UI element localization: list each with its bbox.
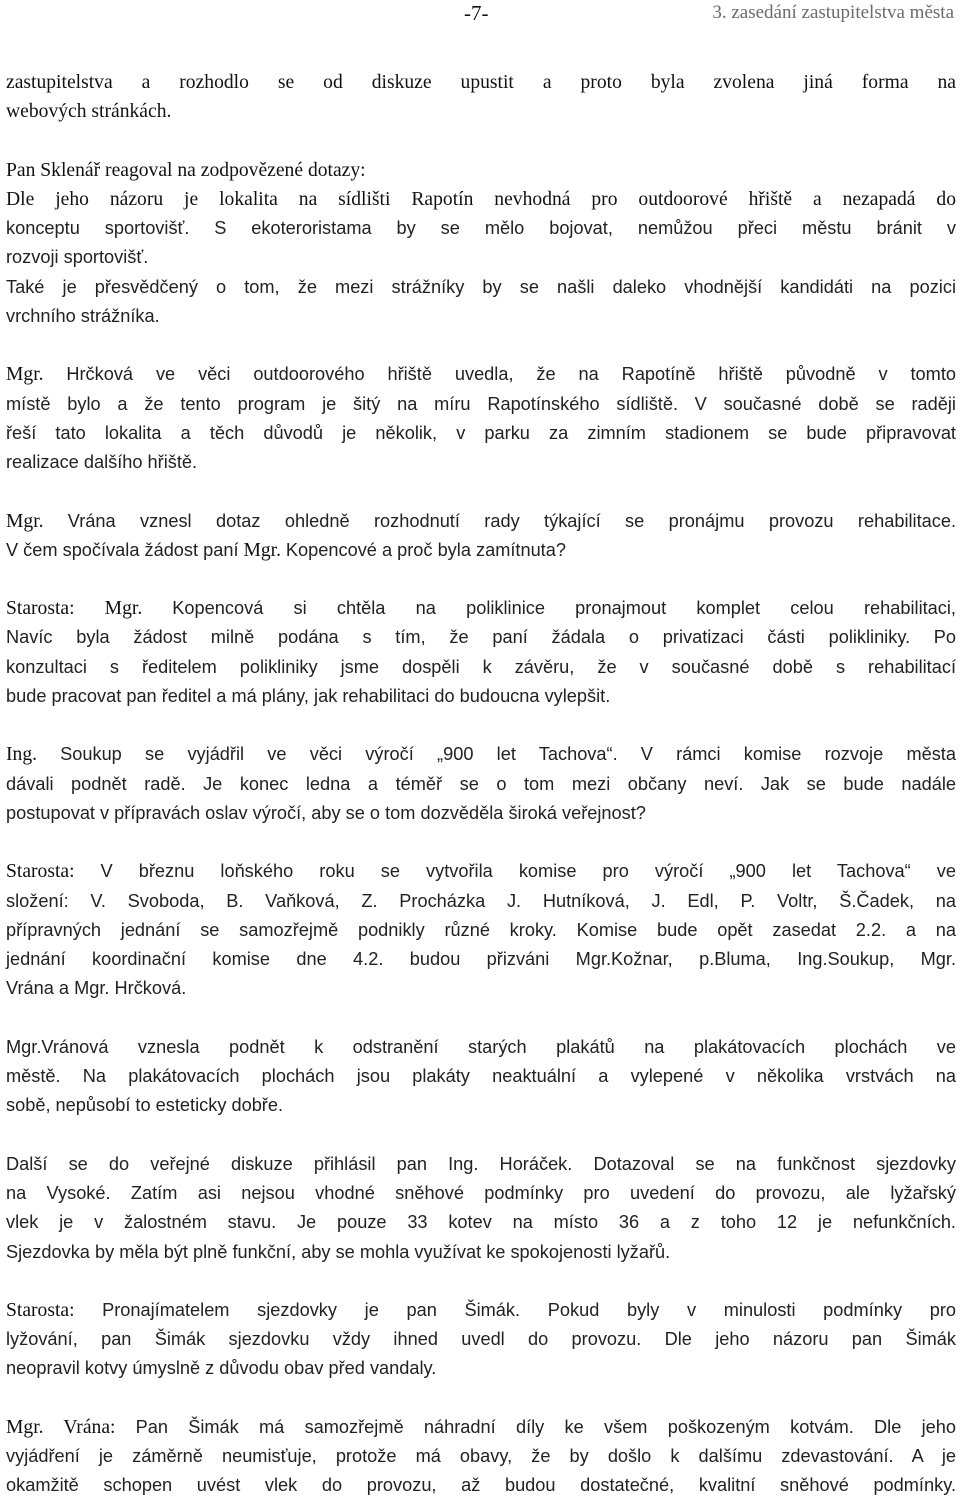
document-body [6, 68, 956, 1501]
paragraph-5 [6, 594, 956, 711]
text-line: neopravil kotvy úmyslně z důvodu obav před vandaly. [6, 1358, 437, 1379]
text-line: vlek je v žalostném stavu. Je pouze 33 kotev na místo 36 a z toho 12 je nefunkčních. [6, 1212, 956, 1233]
text-line [6, 857, 956, 886]
paragraph-6 [6, 740, 956, 828]
text-line [6, 623, 956, 652]
text-run: Hrčková ve věci outdoorového hřiště uvedla, že na Rapotíně hřiště původně v tomto [66, 364, 956, 385]
text-run: Mgr. [243, 539, 281, 561]
text-line: Sjezdovka by měla být plně funkční, aby se mohla využívat ke spokojenosti lyžařů. [6, 1241, 671, 1262]
text-line: přípravných jednání se samozřejmě podnikly různé kroky. Komise bude opět zasedat 2.2. a na [6, 919, 956, 940]
text-run: V čem spočívala žádost paní [6, 539, 239, 560]
text-line [6, 390, 956, 419]
text-run: Mgr. Vrána: [6, 1416, 116, 1438]
text-run: Po [933, 627, 956, 648]
text-line [6, 770, 956, 799]
text-line: jednání koordinační komise dne 4.2. budou přizváni Mgr.Kožnar, p.Bluma, Ing.Soukup, Mgr. [6, 949, 956, 970]
text-line: Vrána a Mgr. Hrčková. [6, 978, 187, 999]
text-line: sobě, nepůsobí to esteticky dobře. [6, 1095, 284, 1116]
text-line: Další se do veřejné diskuze přihlásil pan Ing. Horáček. Dotazoval se na funkčnost sjezdovky [6, 1153, 956, 1174]
text-line: lyžování, pan Šimák sjezdovku vždy ihned uvedl do provozu. Dle jeho názoru pan Šimák [6, 1329, 956, 1350]
text-line: zastupitelstva a rozhodlo se od diskuze upustit a proto byla zvolena jiná forma na [6, 72, 956, 93]
text-run: V současné době se raději [694, 393, 956, 414]
text-line: okamžitě schopen uvést vlek do provozu, až budou dostatečné, kvalitní sněhové podmínky. [6, 1475, 956, 1496]
text-run: Mgr. [6, 364, 44, 386]
text-line [6, 1296, 956, 1325]
header-title: 3. zasedání zastupitelstva města [712, 2, 954, 23]
text-run: Navíc byla žádost milně podána s tím, že paní žádala o privatizaci části polikliniky. [6, 627, 911, 648]
text-line: na Vysoké. Zatím asi nejsou vhodné sněhové podmínky pro uvedení do provozu, ale lyžařský [6, 1182, 956, 1203]
text-run: Vrána vznesl dotaz ohledně rozhodnutí rady týkající se pronájmu provozu rehabilitace. [67, 510, 956, 531]
text-run: Ing. [6, 744, 38, 766]
text-line [6, 594, 956, 623]
text-run: Soukup se vyjádřil ve věci výročí „900 let Tachova“. [60, 744, 618, 765]
text-run: místě bylo a že tento program je šitý na míru Rapotínského sídliště. [6, 393, 679, 414]
text-run: Mgr. [6, 510, 44, 532]
text-line: realizace dalšího hřiště. [6, 452, 198, 473]
text-run: Jak se bude nadále [760, 773, 957, 794]
text-line [6, 214, 956, 243]
text-run: konceptu sportovišť. [6, 218, 190, 239]
text-line: rozvoji sportovišť. [6, 247, 149, 268]
text-line: vrchního strážníka. [6, 306, 160, 327]
text-line [6, 1413, 956, 1442]
text-line: Mgr.Vránová vznesla podnět k odstranění starých plakátů na plakátovacích plochách ve [6, 1036, 956, 1057]
text-run: Starosta: [6, 598, 75, 620]
paragraph-9 [6, 1150, 956, 1267]
text-run: V březnu loňského roku se vytvořila komise pro výročí „900 let Tachova“ ve [100, 861, 956, 882]
paragraph-8 [6, 1033, 956, 1121]
text-run: Mgr. [104, 598, 143, 620]
text-line [6, 536, 956, 565]
text-line: složení: V. Svoboda, B. Vaňková, Z. Procházka J. Hutníková, J. Edl, P. Voltr, Š.Čadek, na [6, 890, 956, 911]
paragraph-2 [6, 156, 956, 332]
text-run: Je konec ledna a téměř se o tom mezi občany neví. [203, 773, 744, 794]
text-line: Pan Sklenář reagoval na zodpovězené dotazy: [6, 159, 366, 181]
text-line: webových stránkách. [6, 101, 172, 123]
paragraph-4 [6, 507, 956, 566]
text-run: V rámci komise rozvoje města [640, 744, 956, 765]
text-line: bude pracovat pan ředitel a má plány, jak rehabilitaci do budoucna vylepšit. [6, 686, 611, 707]
text-run: Pan Šimák má samozřejmě náhradní díly ke všem poškozeným kotvám. Dle jeho [135, 1416, 956, 1437]
text-run: Kopencová si chtěla na poliklinice pronajmout komplet celou rehabilitaci, [172, 598, 956, 619]
text-run: S ekoteroristama by se mělo bojovat, nemůžou přeci městu bránit v [214, 218, 956, 239]
page-number: -7- [464, 1, 489, 25]
page-header [0, 0, 960, 32]
text-line: vyjádření je záměrně neumisťuje, protože má obavy, že by došlo k dalšímu zdevastování. A je [6, 1445, 956, 1466]
paragraph-1 [6, 68, 956, 127]
text-run: dávali podnět radě. [6, 773, 186, 794]
text-run: Starosta: [6, 861, 75, 883]
text-line: Také je přesvědčený o tom, že mezi strážníky by se našli daleko vhodnější kandidáti na pozici [6, 276, 956, 297]
text-line [6, 360, 956, 389]
text-run: Pronajímatelem sjezdovky je pan Šimák. Pokud byly v minulosti podmínky pro [102, 1299, 956, 1320]
text-line [6, 740, 956, 769]
paragraph-7 [6, 857, 956, 1003]
text-line [6, 507, 956, 536]
paragraph-11 [6, 1413, 956, 1501]
text-line: Dle jeho názoru je lokalita na sídlišti Rapotín nevhodná pro outdoorové hřiště a nezapadá do [6, 188, 956, 210]
text-line: konzultaci s ředitelem polikliniky jsme dospěli k závěru, že v současné době s rehabilitací [6, 656, 956, 677]
text-run: Starosta: [6, 1299, 75, 1321]
text-run: Kopencové a proč byla zamítnuta? [285, 539, 566, 560]
text-line: řeší tato lokalita a těch důvodů je několik, v parku za zimním stadionem se bude připravovat [6, 422, 956, 443]
paragraph-3 [6, 360, 956, 477]
paragraph-10 [6, 1296, 956, 1384]
text-line: městě. Na plakátovacích plochách jsou plakáty neaktuální a vylepené v několika vrstvách na [6, 1066, 956, 1087]
text-line: postupovat v přípravách oslav výročí, aby se o tom dozvěděla široká veřejnost? [6, 802, 646, 823]
